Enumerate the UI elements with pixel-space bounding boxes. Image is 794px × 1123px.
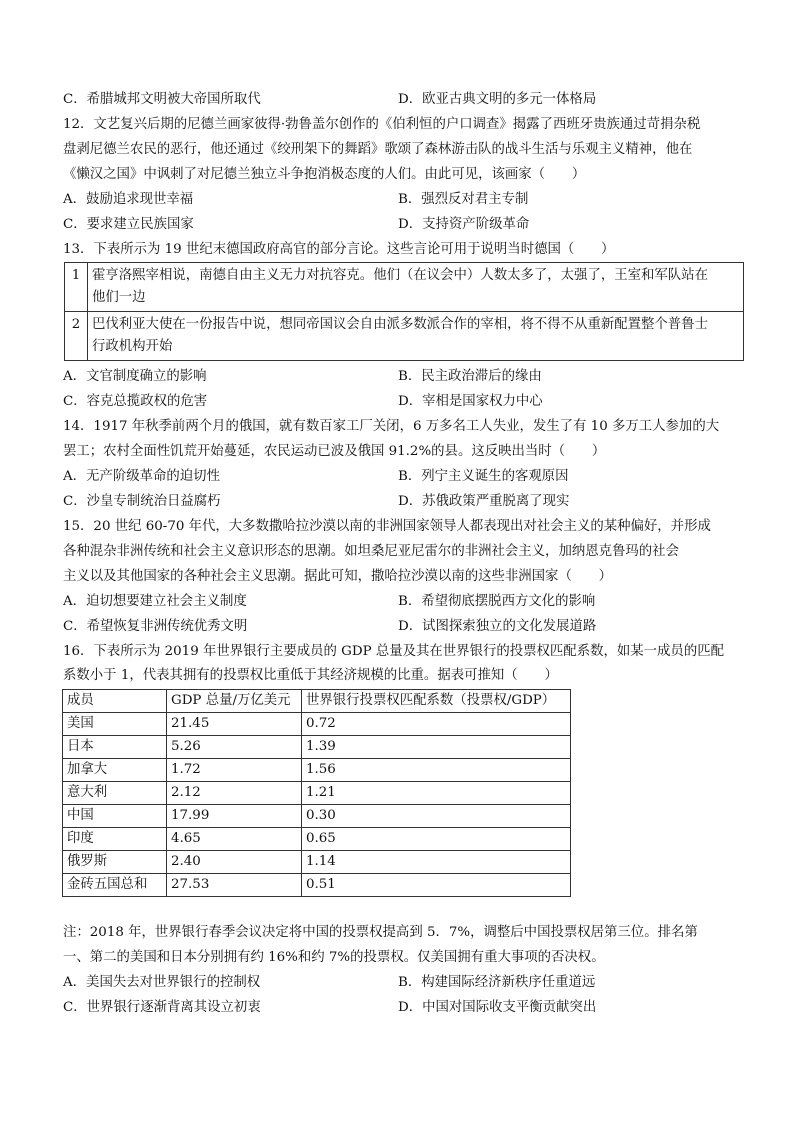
q15-option-b: B．希望彻底摆脱西方文化的影响 xyxy=(398,594,596,609)
table-header-row xyxy=(63,690,571,713)
gdp-cell: 27.53 xyxy=(167,874,302,897)
gdp-cell: 21.45 xyxy=(167,713,302,736)
quote-text-line: 霍亨洛熙宰相说，南德自由主义无力对抗容克。他们（在议会中）人数太多了，太强了，王室和军队站在 xyxy=(92,268,708,283)
gdp-cell: 2.40 xyxy=(167,851,302,874)
gdp-cell: 2.12 xyxy=(167,782,302,805)
q15-option-d: D．试图探索独立的文化发展道路 xyxy=(398,619,597,634)
gdp-voting-table xyxy=(62,689,571,897)
table-row xyxy=(63,736,571,759)
q14-option-d: D．苏俄政策严重脱离了现实 xyxy=(398,494,570,509)
q15-stem-line-2: 各种混杂非洲传统和社会主义意识形态的思潮。如坦桑尼亚尼雷尔的非洲社会主义，加纳恩克鲁玛的社会 xyxy=(63,544,679,559)
table-row xyxy=(65,263,744,312)
coefficient-cell: 0.51 xyxy=(302,874,571,897)
q11-option-d: D．欧亚古典文明的多元一体格局 xyxy=(398,92,597,107)
q13-quote-table xyxy=(64,262,744,361)
q12-option-d: D．支持资产阶级革命 xyxy=(398,217,530,232)
q12-option-c: C．要求建立民族国家 xyxy=(63,217,194,232)
q12-option-b: B．强烈反对君主专制 xyxy=(398,192,529,207)
q16-stem-line-1: 16．下表所示为 2019 年世界银行主要成员的 GDP 总量及其在世界银行的投票权匹配系数，如某一成员的匹配 xyxy=(63,644,724,659)
gdp-cell: 5.26 xyxy=(167,736,302,759)
gdp-cell: 4.65 xyxy=(167,828,302,851)
q15-option-a: A．迫切想要建立社会主义制度 xyxy=(63,594,247,609)
q14-stem-line-2: 罢工；农村全面性饥荒开始蔓延，农民运动已波及俄国 91.2%的县。这反映出当时（ ） xyxy=(63,444,606,459)
q14-option-c: C．沙皇专制统治日益腐朽 xyxy=(63,494,221,509)
quote-text xyxy=(88,312,744,361)
q15-option-c: C．希望恢复非洲传统优秀文明 xyxy=(63,619,248,634)
q14-option-a: A．无产阶级革命的迫切性 xyxy=(63,469,220,484)
quote-text xyxy=(88,263,744,312)
gdp-cell: 17.99 xyxy=(167,805,302,828)
coefficient-cell: 1.21 xyxy=(302,782,571,805)
q16-note-line-2: 一、第二的美国和日本分别拥有约 16%和约 7%的投票权。仅美国拥有重大事项的否决权。 xyxy=(63,950,605,965)
coefficient-cell: 1.56 xyxy=(302,759,571,782)
column-header: 世界银行投票权匹配系数（投票权/GDP） xyxy=(302,690,571,713)
table-row xyxy=(63,759,571,782)
q16-stem-line-2: 系数小于 1，代表其拥有的投票权比重低于其经济规模的比重。据表可推知（ ） xyxy=(63,668,558,683)
quote-text-line: 巴伐利亚大使在一份报告中说，想同帝国议会自由派多数派合作的宰相，将不得不从重新配置整个普鲁士 xyxy=(92,317,708,332)
q13-option-d: D．宰相是国家权力中心 xyxy=(398,394,543,409)
q12-option-a: A．鼓励追求现世幸福 xyxy=(63,192,194,207)
coefficient-cell: 1.14 xyxy=(302,851,571,874)
coefficient-cell: 0.72 xyxy=(302,713,571,736)
member-cell: 中国 xyxy=(63,805,167,828)
member-cell: 日本 xyxy=(63,736,167,759)
q15-stem-line-1: 15．20 世纪 60-70 年代，大多数撒哈拉沙漠以南的非洲国家领导人都表现出对社会主义的某种偏好，并形成 xyxy=(63,519,711,534)
q16-option-a: A．美国失去对世界银行的控制权 xyxy=(63,975,261,990)
q13-stem: 13．下表所示为 19 世纪末德国政府高官的部分言论。这些言论可用于说明当时德国（ ） xyxy=(63,242,615,257)
gdp-cell: 1.72 xyxy=(167,759,302,782)
quote-number: 2 xyxy=(65,312,88,361)
quote-text-line: 他们一边 xyxy=(92,290,146,305)
q16-option-d: D．中国对国际收支平衡贡献突出 xyxy=(398,1000,597,1015)
member-cell: 金砖五国总和 xyxy=(63,874,167,897)
q14-option-b: B．列宁主义诞生的客观原因 xyxy=(398,469,569,484)
member-cell: 意大利 xyxy=(63,782,167,805)
coefficient-cell: 0.30 xyxy=(302,805,571,828)
table-row xyxy=(63,874,571,897)
table-row xyxy=(63,805,571,828)
q12-stem-line-3: 《懒汉之国》中讽刺了对尼德兰独立斗争抱消极态度的人们。由此可见，该画家（ ） xyxy=(63,167,586,182)
q12-stem-line-1: 12．文艺复兴后期的尼德兰画家彼得·勃鲁盖尔创作的《伯利恒的户口调查》揭露了西班牙贵族通过苛捐杂税 xyxy=(63,117,701,132)
table-row xyxy=(63,713,571,736)
q16-option-b: B．构建国际经济新秩序任重道远 xyxy=(398,975,596,990)
coefficient-cell: 0.65 xyxy=(302,828,571,851)
q13-option-c: C．容克总揽政权的危害 xyxy=(63,394,208,409)
member-cell: 加拿大 xyxy=(63,759,167,782)
member-cell: 俄罗斯 xyxy=(63,851,167,874)
member-cell: 美国 xyxy=(63,713,167,736)
coefficient-cell: 1.39 xyxy=(302,736,571,759)
column-header: GDP 总量/万亿美元 xyxy=(167,690,302,713)
member-cell: 印度 xyxy=(63,828,167,851)
table-row xyxy=(63,851,571,874)
q16-option-c: C．世界银行逐渐背离其设立初衷 xyxy=(63,1000,261,1015)
q15-stem-line-3: 主义以及其他国家的各种社会主义思潮。据此可知，撒哈拉沙漠以南的这些非洲国家（ ） xyxy=(63,569,613,584)
table-row xyxy=(63,782,571,805)
q13-option-a: A．文官制度确立的影响 xyxy=(63,369,207,384)
q16-note-line-1: 注：2018 年，世界银行春季会议决定将中国的投票权提高到 5．7%，调整后中国投票权居第三位。排名第 xyxy=(63,925,698,940)
q11-option-c: C．希腊城邦文明被大帝国所取代 xyxy=(63,92,261,107)
quote-text-line: 行政机构开始 xyxy=(92,339,173,354)
q13-option-b: B．民主政治滞后的缘由 xyxy=(398,369,542,384)
q12-stem-line-2: 盘剥尼德兰农民的恶行，他还通过《绞刑架下的舞蹈》歌颂了森林游击队的战斗生活与乐观主义精神，他在 xyxy=(63,142,693,157)
table-row xyxy=(65,312,744,361)
column-header: 成员 xyxy=(63,690,167,713)
table-row xyxy=(63,828,571,851)
quote-number: 1 xyxy=(65,263,88,312)
q14-stem-line-1: 14．1917 年秋季前两个月的俄国，就有数百家工厂关闭，6 万多名工人失业，发生了有 10 多万工人参加的大 xyxy=(63,419,720,434)
